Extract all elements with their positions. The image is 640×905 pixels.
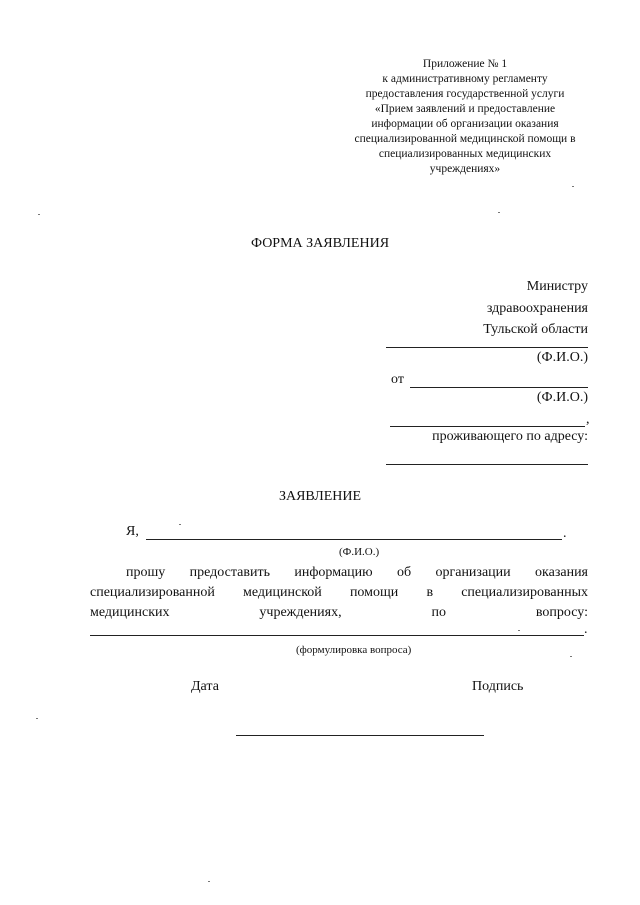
scan-speck xyxy=(38,214,40,215)
signature-label: Подпись xyxy=(472,679,524,694)
appendix-line: Приложение № 1 xyxy=(422,58,508,70)
statement-fio-end-dot: . xyxy=(563,526,567,541)
residing-label: проживающего по адресу: xyxy=(432,429,588,444)
scan-speck xyxy=(572,186,574,187)
scan-speck xyxy=(498,212,500,213)
scan-speck xyxy=(36,718,38,719)
bottom-signature-line[interactable] xyxy=(236,735,484,736)
date-label: Дата xyxy=(191,679,219,694)
addressee-line: Министру xyxy=(526,279,588,294)
applicant-fio-caption: (Ф.И.О.) xyxy=(536,390,588,405)
applicant-extra-line[interactable] xyxy=(390,426,585,427)
question-end-dot: . xyxy=(584,622,588,637)
scan-speck xyxy=(208,881,210,882)
i-label: Я, xyxy=(126,524,139,539)
scan-speck xyxy=(518,630,520,631)
appendix-line: «Прием заявлений и предоставление xyxy=(374,103,556,115)
scan-speck xyxy=(570,656,572,657)
address-line[interactable] xyxy=(386,464,588,465)
minister-fio-line[interactable] xyxy=(386,347,588,348)
statement-title: ЗАЯВЛЕНИЕ xyxy=(278,489,362,504)
minister-fio-caption: (Ф.И.О.) xyxy=(536,350,588,365)
question-line[interactable] xyxy=(90,635,584,636)
addressee-block xyxy=(483,276,588,341)
appendix-line: информации об организации оказания xyxy=(371,118,559,130)
body-line: медицинских учреждениях, по вопросу: xyxy=(90,605,588,620)
question-caption: (формулировка вопроса) xyxy=(296,644,412,656)
form-title: ФОРМА ЗАЯВЛЕНИЯ xyxy=(250,236,390,251)
body-line: прошу предоставить информацию об организации оказания xyxy=(126,565,588,580)
appendix-line: к административному регламенту xyxy=(382,73,548,85)
appendix-line: специализированной медицинской помощи в xyxy=(354,133,576,145)
appendix-line: предоставления государственной услуги xyxy=(365,88,565,100)
appendix-block xyxy=(330,57,600,177)
addressee-line: Тульской области xyxy=(483,322,588,337)
addressee-line: здравоохранения xyxy=(486,300,588,316)
appendix-line: специализированных медицинских xyxy=(378,148,552,160)
comma-mark: , xyxy=(586,412,590,427)
from-label: от xyxy=(391,372,404,387)
appendix-line: учреждениях» xyxy=(429,163,501,175)
statement-fio-line[interactable] xyxy=(146,539,562,540)
statement-fio-caption: (Ф.И.О.) xyxy=(339,546,380,558)
scan-speck xyxy=(179,524,181,525)
body-line: специализированной медицинской помощи в специализированных xyxy=(90,585,588,600)
applicant-fio-line[interactable] xyxy=(410,387,588,388)
